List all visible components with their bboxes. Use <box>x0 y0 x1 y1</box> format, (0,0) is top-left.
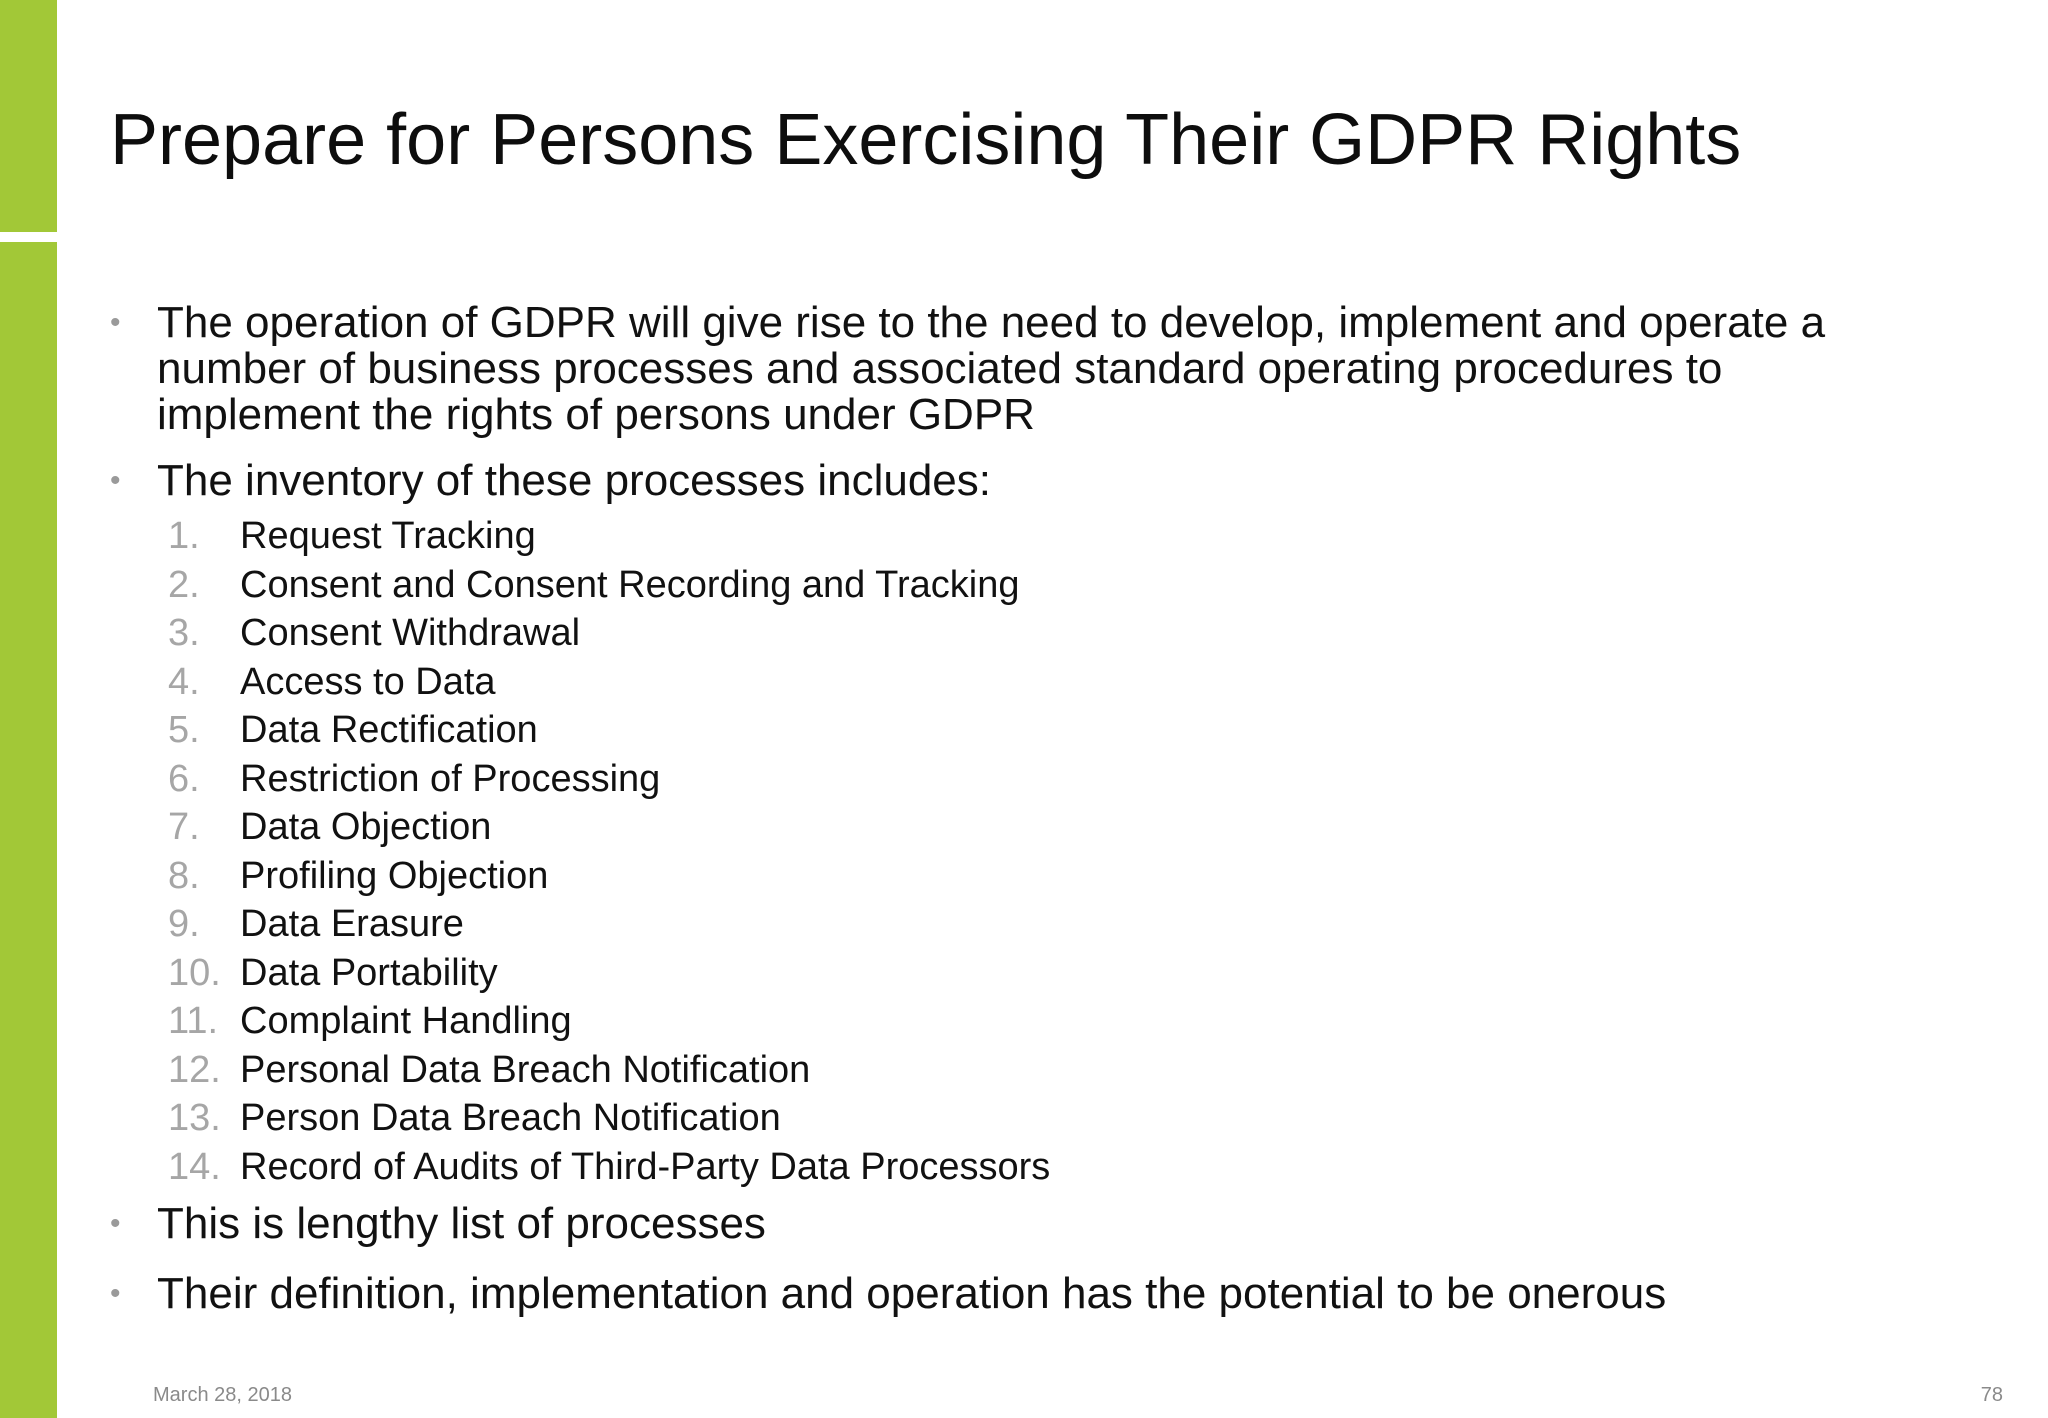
list-item-number: 6. <box>168 757 200 800</box>
list-item-number: 9. <box>168 903 200 945</box>
list-item-label: Person Data Breach Notification <box>240 1097 781 1139</box>
list-item-number: 12. <box>168 1048 221 1091</box>
bullet-item <box>110 1201 1910 1247</box>
list-item-label: Access to Data <box>240 660 496 703</box>
bullet-item <box>110 1271 1910 1317</box>
list-item <box>168 852 1910 901</box>
slide-body <box>110 300 1910 1317</box>
list-item-label: Request Tracking <box>240 515 536 557</box>
list-item-number: 1. <box>168 515 200 557</box>
bullet-text: Their definition, implementation and operation has the potential to be onerous <box>157 1269 1667 1318</box>
page-number: 78 <box>1980 1384 2003 1406</box>
process-list <box>110 512 1910 1191</box>
list-item-number: 7. <box>168 806 200 848</box>
list-item <box>168 561 1910 610</box>
list-item-number: 14. <box>168 1145 221 1188</box>
list-item <box>168 997 1910 1046</box>
list-item-label: Data Erasure <box>240 903 464 945</box>
bullet-text: The operation of GDPR will give rise to the need to develop, implement and operate a number of business processes and associated standard operating procedures to implement the rights of persons under GDPR <box>157 298 1826 439</box>
list-item <box>168 755 1910 804</box>
bullet-item <box>110 300 1910 438</box>
list-item <box>168 512 1910 561</box>
slide-title: Prepare for Persons Exercising Their GDPR Rights <box>110 100 1742 180</box>
list-item-number: 10. <box>168 951 221 994</box>
bullet-dot: • <box>110 306 121 339</box>
bullet-dot: • <box>110 1277 121 1310</box>
list-item-label: Data Rectification <box>240 709 538 751</box>
list-item-label: Consent Withdrawal <box>240 612 581 654</box>
bullet-text: This is lengthy list of processes <box>157 1199 766 1248</box>
list-item <box>168 900 1910 949</box>
list-item-number: 8. <box>168 854 200 897</box>
list-item-label: Data Portability <box>240 951 498 994</box>
accent-bar-top <box>0 0 57 232</box>
list-item-label: Data Objection <box>240 806 492 848</box>
list-item <box>168 949 1910 998</box>
list-item <box>168 1094 1910 1143</box>
list-item <box>168 609 1910 658</box>
list-item-label: Record of Audits of Third-Party Data Processors <box>240 1145 1051 1188</box>
list-item-label: Complaint Handling <box>240 1000 572 1042</box>
list-item <box>168 706 1910 755</box>
list-item-label: Personal Data Breach Notification <box>240 1048 811 1091</box>
list-item <box>168 1046 1910 1095</box>
list-item-number: 3. <box>168 612 200 654</box>
list-item-number: 13. <box>168 1097 221 1139</box>
list-item <box>168 658 1910 707</box>
list-item-number: 5. <box>168 709 200 751</box>
list-item <box>168 803 1910 852</box>
list-item <box>168 1143 1910 1192</box>
accent-bar-bottom <box>0 242 57 1418</box>
list-item-label: Restriction of Processing <box>240 757 661 800</box>
list-item-number: 4. <box>168 660 200 703</box>
bullet-dot: • <box>110 464 121 497</box>
list-item-label: Profiling Objection <box>240 854 549 897</box>
list-item-label: Consent and Consent Recording and Tracking <box>240 563 1020 606</box>
footer-date: March 28, 2018 <box>153 1384 292 1406</box>
bullet-item <box>110 458 1910 504</box>
list-item-number: 11. <box>168 1000 219 1042</box>
list-item-number: 2. <box>168 563 200 606</box>
bullet-dot: • <box>110 1207 121 1240</box>
bullet-text: The inventory of these processes includes: <box>157 456 992 505</box>
